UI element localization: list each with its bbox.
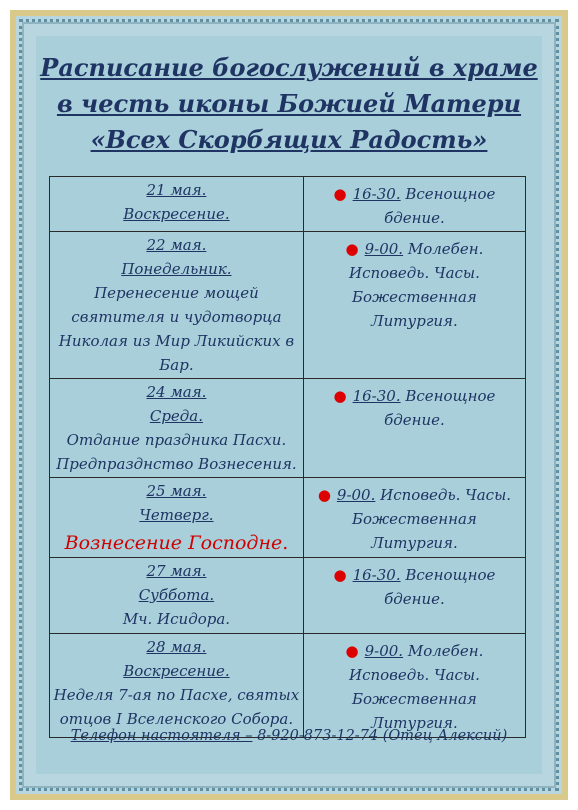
service-time: 16-30. xyxy=(352,566,401,584)
footer-phone: 8-920-873-12-74 (Отец Алексий) xyxy=(257,728,508,744)
service-cell xyxy=(303,558,525,634)
service-time: 16-30. xyxy=(352,185,401,203)
service-time: 9-00. xyxy=(364,642,404,660)
service-description: Всенощное бдение. xyxy=(384,387,496,429)
footer-label: Телефон настоятеля – xyxy=(70,728,253,744)
bullet-icon: ● xyxy=(333,387,347,405)
service-description: Молебен. Исповедь. Часы. Божественная Литургия. xyxy=(348,240,484,330)
bullet-icon: ● xyxy=(345,240,359,258)
date-label: 22 мая. xyxy=(146,236,207,254)
page-frame xyxy=(10,10,568,800)
note-text: Отдание праздника Пасхи. xyxy=(66,431,287,449)
table-row xyxy=(50,232,526,379)
bullet-icon: ● xyxy=(333,566,347,584)
service-description: Исповедь. Часы. Божественная Литургия. xyxy=(352,486,512,552)
service-cell xyxy=(303,232,525,379)
date-label: 21 мая. xyxy=(146,181,207,199)
date-label: 25 мая. xyxy=(146,482,207,500)
page-title xyxy=(36,50,542,158)
service-cell xyxy=(303,478,525,558)
table-row xyxy=(50,177,526,232)
note-text: Предпразднство Вознесения. xyxy=(56,455,297,473)
service-cell xyxy=(303,379,525,478)
date-label: 24 мая. xyxy=(146,383,207,401)
weekday-label: Понедельник. xyxy=(121,260,232,278)
service-time: 9-00. xyxy=(336,486,376,504)
title-line-1: Расписание богослужений в храме xyxy=(40,53,538,82)
service-description: Молебен. Исповедь. Часы. Божественная Литургия. xyxy=(348,642,484,732)
service-description: Всенощное бдение. xyxy=(384,185,496,227)
weekday-label: Воскресение. xyxy=(123,662,230,680)
note-text: Перенесение мощей святителя и чудотворца Николая из Мир Ликийских в Бар. xyxy=(58,284,295,374)
date-cell xyxy=(50,558,304,634)
service-cell xyxy=(303,177,525,232)
weekday-label: Среда. xyxy=(149,407,204,425)
schedule-table xyxy=(49,176,526,738)
date-cell xyxy=(50,177,304,232)
title-line-2: в честь иконы Божией Матери xyxy=(56,89,522,118)
note-text: Мч. Исидора. xyxy=(122,610,231,628)
bullet-icon: ● xyxy=(345,642,359,660)
weekday-label: Суббота. xyxy=(138,586,215,604)
feast-label: Вознесение Господне. xyxy=(64,532,289,554)
table-row xyxy=(50,478,526,558)
schedule-sheet xyxy=(36,36,542,774)
table-row xyxy=(50,558,526,634)
service-cell xyxy=(303,634,525,738)
weekday-label: Воскресение. xyxy=(123,205,230,223)
title-line-3: «Всех Скорбящих Радость» xyxy=(90,125,488,154)
date-cell xyxy=(50,232,304,379)
weekday-label: Четверг. xyxy=(139,506,214,524)
service-description: Всенощное бдение. xyxy=(384,566,496,608)
service-time: 16-30. xyxy=(352,387,401,405)
date-label: 27 мая. xyxy=(146,562,207,580)
service-time: 9-00. xyxy=(364,240,404,258)
note-text: Неделя 7-ая по Пасхе, святых отцов I Вселенского Собора. xyxy=(53,686,300,728)
bullet-icon: ● xyxy=(317,486,331,504)
date-cell xyxy=(50,634,304,738)
date-cell xyxy=(50,478,304,558)
footer-contact xyxy=(36,728,542,744)
date-cell xyxy=(50,379,304,478)
table-row xyxy=(50,379,526,478)
bullet-icon: ● xyxy=(333,185,347,203)
date-label: 28 мая. xyxy=(146,638,207,656)
table-row xyxy=(50,634,526,738)
